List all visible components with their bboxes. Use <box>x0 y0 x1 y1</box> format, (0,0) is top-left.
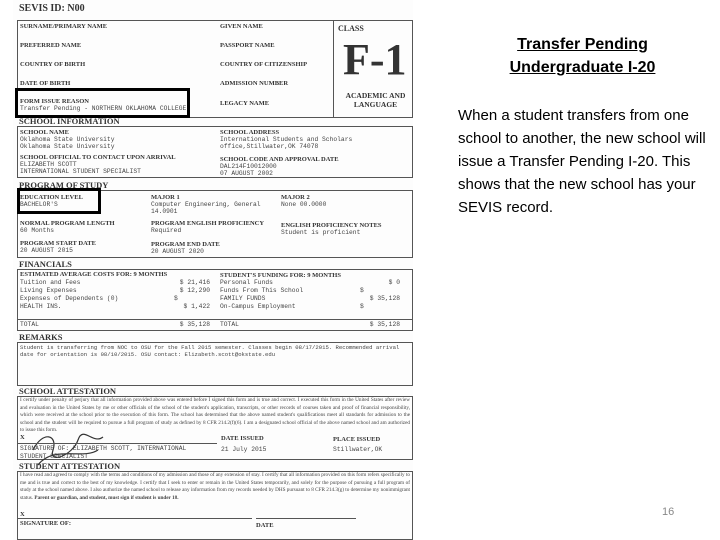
funding-row: Personal Funds $ 0 <box>220 279 400 286</box>
program-length-label: NORMAL PROGRAM LENGTH <box>20 220 115 227</box>
costs-list <box>20 279 210 311</box>
issue-reason-value: Transfer Pending - NORTHERN OKLAHOMA COLLEGE <box>20 105 187 112</box>
cost-total-row: TOTAL $ 35,128 <box>20 321 210 328</box>
funding-row: FAMILY FUNDS $ 35,128 <box>220 295 400 302</box>
major2-label: MAJOR 2 <box>281 194 310 201</box>
school-code-value: DAL214F10012000 <box>220 163 277 170</box>
cost-row: Living Expenses $ 12,290 <box>20 287 210 294</box>
class-value: F-1 <box>343 35 407 84</box>
country-birth-label: COUNTRY OF BIRTH <box>20 61 86 68</box>
admission-label: ADMISSION NUMBER <box>220 80 289 87</box>
major1-value: Computer Engineering, General <box>151 201 261 208</box>
english-proficiency-value: Required <box>151 227 182 234</box>
approval-date-value: 07 AUGUST 2002 <box>220 170 273 177</box>
school-name-value: Oklahoma State University <box>20 143 115 150</box>
signature-line <box>17 443 217 444</box>
parent-sign-note: Parent or guardian, and student, must sign if student is under 18. <box>34 494 179 501</box>
slide-title-line-2: Undergraduate I-20 <box>509 59 656 76</box>
student-attestation-text: I have read and agreed to comply with the terms and conditions of my admission and those of any extension of stay. I certify that all information provided on this form refers specifically to me and is true and correct to the best of my knowledge. I certify that I seek to enter or remain in the United States temporarily, and solely for the purpose of pursuing a full program of study at the school named above. I also authorize the named school to release any information from my records needed by DHS pursuant to 8 CFR 214.3(g) to determine my nonimmigrant status. Parent or guardian, and student, must sign if student is under 18. <box>20 472 410 501</box>
major1-code: 14.0901 <box>151 208 178 215</box>
funding-total-row: TOTAL $ 35,128 <box>220 321 400 328</box>
school-official-value: ELIZABETH SCOTT <box>20 161 77 168</box>
slide-title <box>450 33 715 79</box>
given-name-label: GIVEN NAME <box>220 23 263 30</box>
student-attestation-heading: STUDENT ATTESTATION <box>19 461 121 471</box>
school-info-heading: SCHOOL INFORMATION <box>19 116 120 126</box>
financials-heading: FINANCIALS <box>19 259 72 269</box>
school-name-value: Oklahoma State University <box>20 136 115 143</box>
program-length-value: 60 Months <box>20 227 55 234</box>
dob-label: DATE OF BIRTH <box>20 80 71 87</box>
slide-title-line-1: Transfer Pending <box>517 36 648 53</box>
school-signature-label: SIGNATURE OF: ELIZABETH SCOTT, INTERNATIONAL STUDENT SPECIALIST <box>20 445 187 460</box>
program-heading: PROGRAM OF STUDY <box>19 180 109 190</box>
education-level-value: BACHELOR'S <box>20 201 58 208</box>
page-number: 16 <box>662 506 675 518</box>
funding-row: Funds From This School $ <box>220 287 364 294</box>
major2-value: None 00.0000 <box>281 201 327 208</box>
legacy-name-label: LEGACY NAME <box>220 100 270 107</box>
date-issued-value: 21 July 2015 <box>221 446 267 453</box>
school-address-label: SCHOOL ADDRESS <box>220 129 280 136</box>
start-date-label: PROGRAM START DATE <box>20 240 96 247</box>
divider <box>17 319 413 320</box>
date-issued-label: DATE ISSUED <box>221 435 264 442</box>
english-notes-label: ENGLISH PROFICIENCY NOTES <box>281 222 382 229</box>
school-code-label: SCHOOL CODE AND APPROVAL DATE <box>220 156 339 163</box>
slide-body-text: When a student transfers from one school to another, the new school will issue a Transfer Pending I-20. This shows that the new school has your SEVIS record. <box>458 107 706 216</box>
funding-list <box>220 279 400 311</box>
highlight-issue-reason <box>15 88 190 118</box>
cost-row: Tuition and Fees $ 21,416 <box>20 279 210 286</box>
signature-x: X <box>20 434 25 441</box>
class-description: ACADEMIC AND LANGUAGE <box>345 91 406 109</box>
end-date-value: 20 AUGUST 2020 <box>151 248 204 255</box>
start-date-value: 20 AUGUST 2015 <box>20 247 73 254</box>
sevis-id: SEVIS ID: N00 <box>19 3 85 14</box>
funding-row: On-Campus Employment $ <box>220 303 364 310</box>
student-signature-label: SIGNATURE OF: <box>20 520 71 527</box>
passport-name-label: PASSPORT NAME <box>220 42 275 49</box>
school-official-value: INTERNATIONAL STUDENT SPECIALIST <box>20 168 141 175</box>
school-name-label: SCHOOL NAME <box>20 129 69 136</box>
school-official-label: SCHOOL OFFICIAL TO CONTACT UPON ARRIVAL <box>20 154 176 161</box>
costs-label: ESTIMATED AVERAGE COSTS FOR: 9 MONTHS <box>20 271 168 278</box>
school-attestation-heading: SCHOOL ATTESTATION <box>19 386 117 396</box>
preferred-name-label: PREFERRED NAME <box>20 42 82 49</box>
i20-form-image <box>13 0 413 540</box>
cost-row: HEALTH INS. $ 1,422 <box>20 303 210 310</box>
student-date-line <box>256 518 356 519</box>
student-signature-x: X <box>20 511 25 518</box>
student-date-label: DATE <box>256 522 274 529</box>
class-label: CLASS <box>338 24 364 33</box>
place-issued-label: PLACE ISSUED <box>333 436 381 443</box>
major1-label: MAJOR 1 <box>151 194 180 201</box>
place-issued-value: Stillwater,OK <box>333 446 383 453</box>
funding-label: STUDENT'S FUNDING FOR: 9 MONTHS <box>220 272 341 279</box>
remarks-heading: REMARKS <box>19 332 63 342</box>
end-date-label: PROGRAM END DATE <box>151 241 220 248</box>
country-citizenship-label: COUNTRY OF CITIZENSHIP <box>220 61 308 68</box>
student-signature-line <box>17 518 252 519</box>
english-notes-value: Student is proficient <box>281 229 361 236</box>
school-address-value: office,Stillwater,OK 74078 <box>220 143 319 150</box>
education-level-label: EDUCATION LEVEL <box>20 194 83 201</box>
school-attestation-text: I certify under penalty of perjury that all information provided above was entered before I signed this form and is true and correct. I executed this form in the United States after review and evaluation in the United States by me or other officials of the school of the student's application, transcripts, or other records of courses taken and proof of financial responsibility, which were received at the school prior to the execution of this form. The school has determined that the above named student's qualifications meet all standards for admission to the school and the student will be required to pursue a full program of study as defined by 8 CFR 214.2(f)(6). I am a designated school official of the above named school and am authorized to issue this form. <box>20 397 410 434</box>
issue-reason-label: FORM ISSUE REASON <box>20 98 89 105</box>
remarks-text: Student is transferring from NOC to OSU for the Fall 2015 semester. Classes begin 08/17/2015. Recommended arrival date for orientation is 08/10/2015. OSU contact: Elizabeth.scott@okstate.edu <box>20 344 400 358</box>
surname-label: SURNAME/PRIMARY NAME <box>20 23 108 30</box>
english-proficiency-label: PROGRAM ENGLISH PROFICIENCY <box>151 220 265 227</box>
school-address-value: International Students and Scholars <box>220 136 353 143</box>
highlight-education-level <box>17 188 101 214</box>
cost-row: Expenses of Dependents (0) $ <box>20 295 178 302</box>
